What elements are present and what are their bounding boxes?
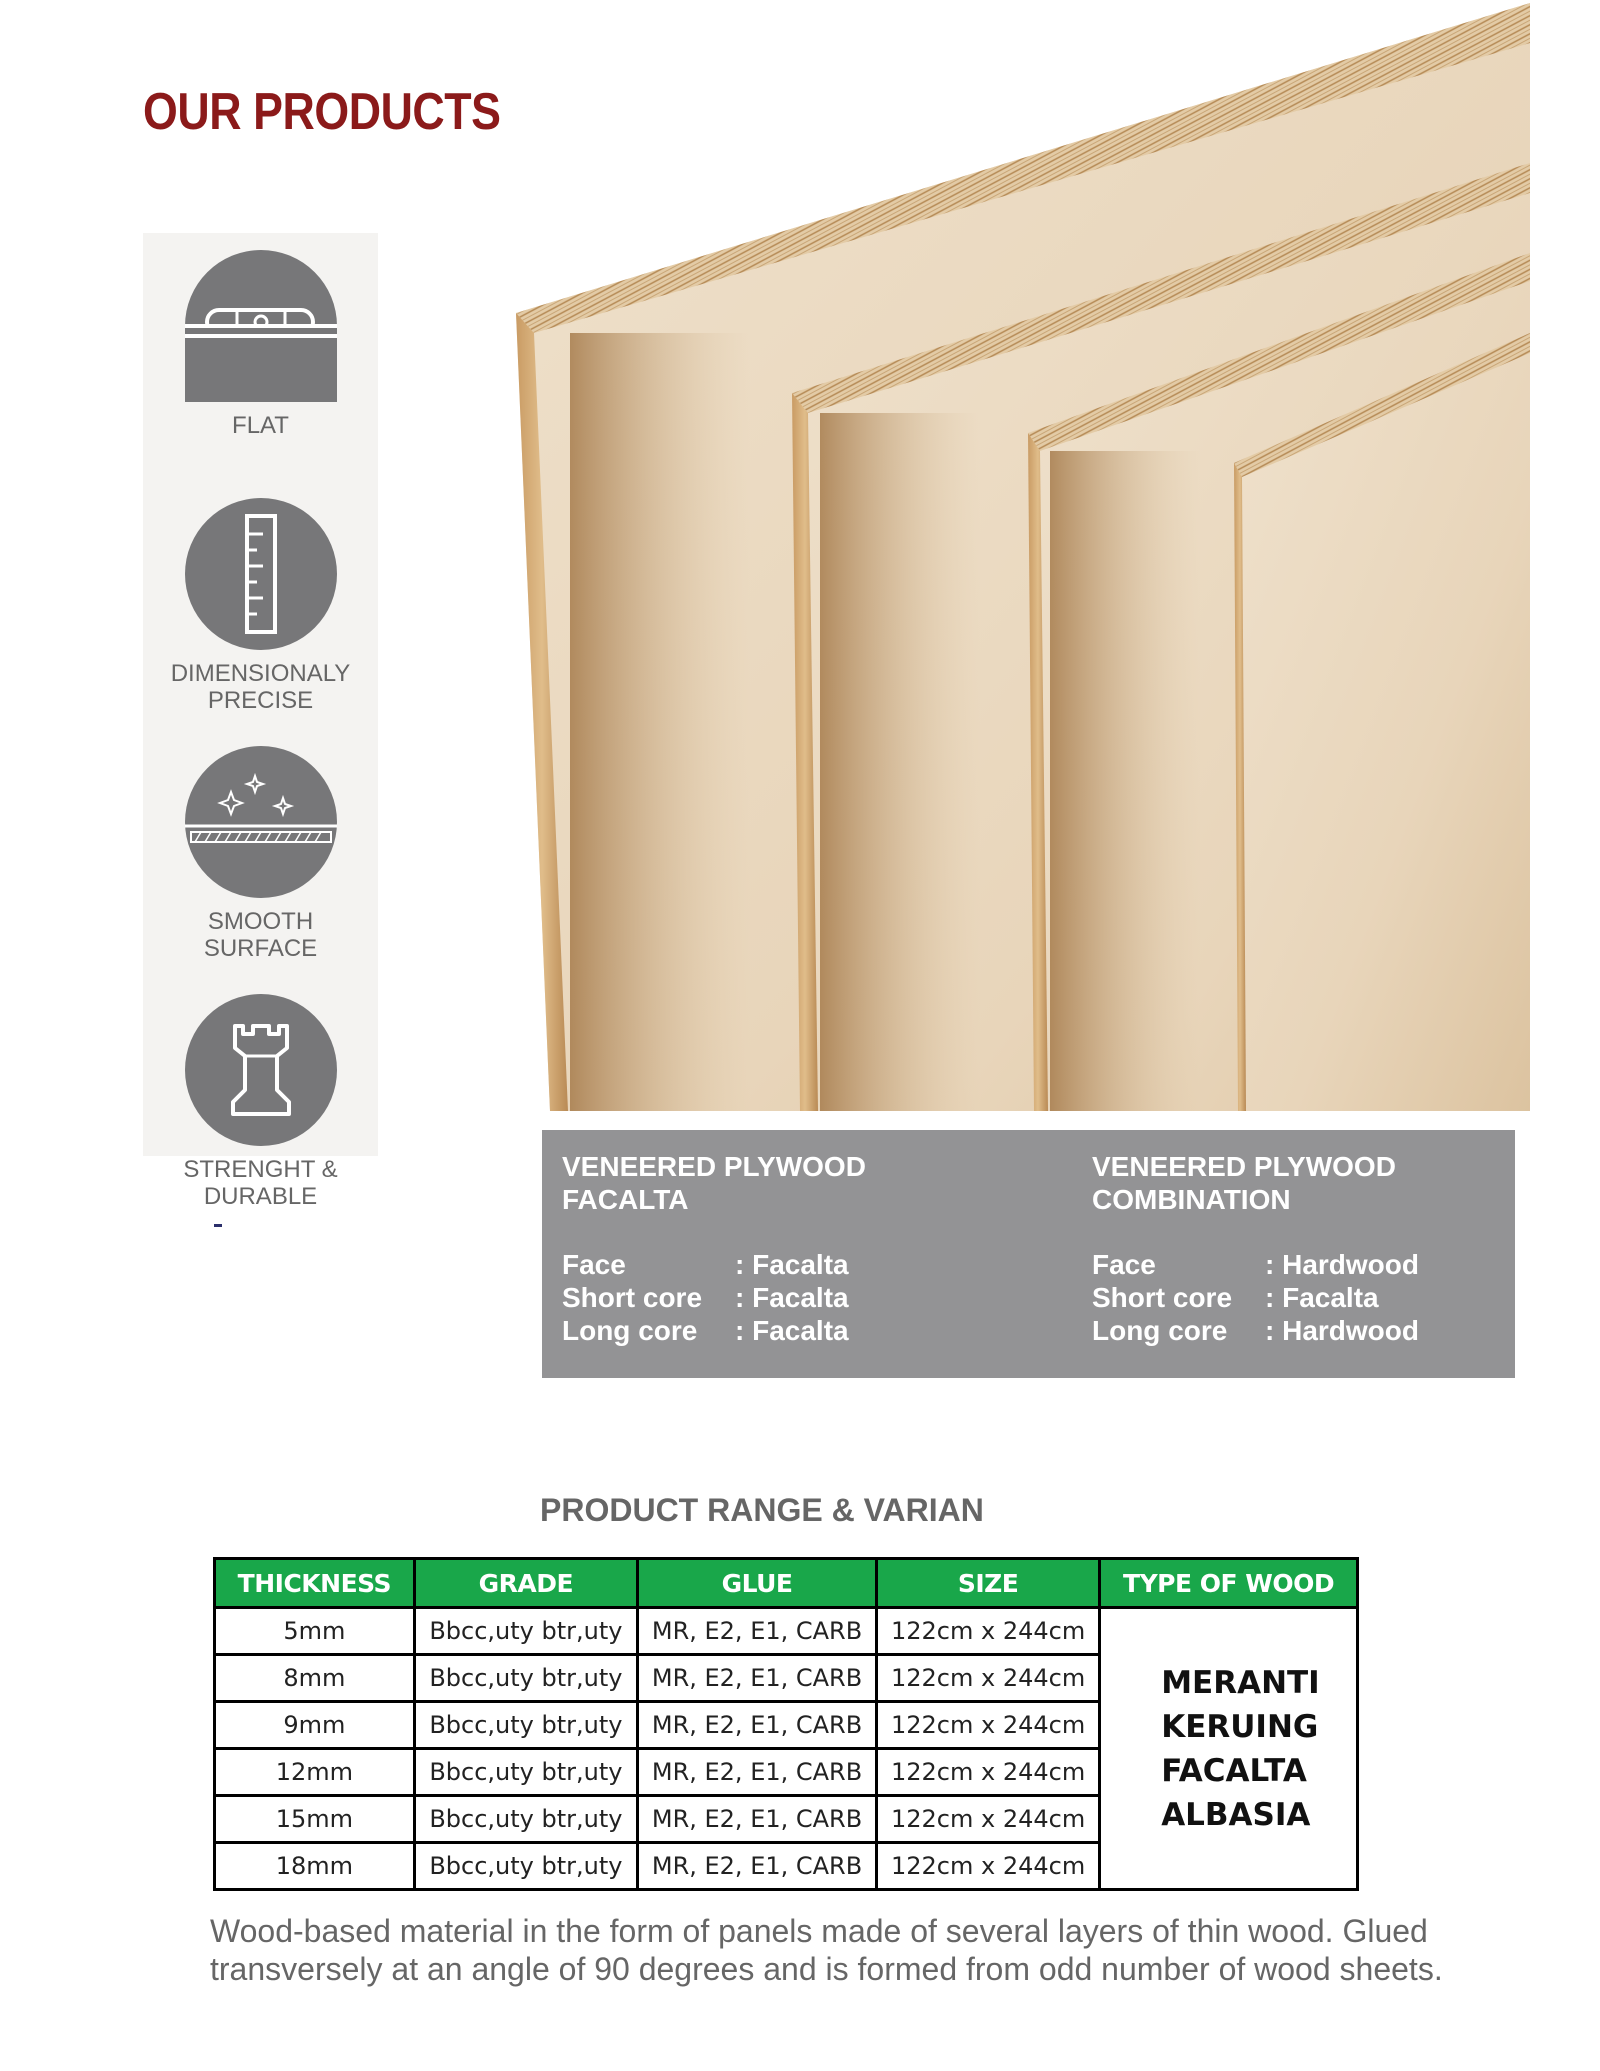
cell-size: 122cm x 244cm [877,1749,1100,1796]
wood-type: FACALTA [1161,1752,1307,1789]
table-header-row [215,1559,1358,1608]
cell-size: 122cm x 244cm [877,1702,1100,1749]
product-name: VENEERED PLYWOOD COMBINATION [1092,1151,1396,1215]
header-type-of-wood: TYPE OF WOOD [1100,1559,1358,1608]
product-description: Wood-based material in the form of panels made of several layers of thin wood. Glued transversely at an angle of 90 degrees and is formed from odd number of wood sheets. [210,1913,1443,1987]
cell-glue: MR, E2, E1, CARB [638,1796,877,1843]
feature-durable [143,994,378,1210]
feature-precise [143,498,378,714]
cell-thickness: 9mm [215,1702,415,1749]
dash-mark [214,1224,222,1227]
cell-glue: MR, E2, E1, CARB [638,1608,877,1655]
cell-glue: MR, E2, E1, CARB [638,1702,877,1749]
header-glue: GLUE [638,1559,877,1608]
table-row [215,1608,1358,1655]
spec-row: Face : Hardwood [1092,1249,1419,1280]
header-grade: GRADE [414,1559,637,1608]
wood-type: MERANTI [1161,1664,1320,1701]
cell-size: 122cm x 244cm [877,1843,1100,1890]
cell-thickness: 12mm [215,1749,415,1796]
feature-label: FLAT [232,412,289,439]
product-facalta [562,1150,1002,1347]
feature-label: DIMENSIONALY PRECISE [170,660,351,714]
ruler-icon [185,498,337,650]
cell-size: 122cm x 244cm [877,1608,1100,1655]
tower-icon [185,994,337,1146]
spec-row: Face : Facalta [562,1249,849,1280]
feature-smooth [143,746,378,962]
plywood-photo [510,3,1530,1111]
spec-row: Short core : Facalta [562,1282,849,1313]
header-thickness: THICKNESS [215,1559,415,1608]
spec-row: Long core : Hardwood [1092,1315,1419,1346]
product-range-table [213,1557,1359,1891]
wood-type: ALBASIA [1161,1796,1311,1833]
cell-thickness: 8mm [215,1655,415,1702]
page-title: OUR PRODUCTS [143,83,501,141]
product-combination [1092,1150,1532,1347]
cell-thickness: 18mm [215,1843,415,1890]
cell-glue: MR, E2, E1, CARB [638,1655,877,1702]
feature-label: STRENGHT & DURABLE [183,1156,338,1210]
feature-label: SMOOTH SURFACE [203,908,318,962]
spec-row: Long core : Facalta [562,1315,849,1346]
feature-flat [143,250,378,439]
sparkle-surface-icon [185,746,337,898]
cell-glue: MR, E2, E1, CARB [638,1843,877,1890]
cell-grade: Bbcc,uty btr,uty [414,1608,637,1655]
range-title: PRODUCT RANGE & VARIAN [540,1492,984,1528]
cell-size: 122cm x 244cm [877,1655,1100,1702]
cell-grade: Bbcc,uty btr,uty [414,1796,637,1843]
header-size: SIZE [877,1559,1100,1608]
cell-grade: Bbcc,uty btr,uty [414,1749,637,1796]
cell-size: 122cm x 244cm [877,1796,1100,1843]
cell-glue: MR, E2, E1, CARB [638,1749,877,1796]
product-name: VENEERED PLYWOOD FACALTA [562,1151,866,1215]
cell-grade: Bbcc,uty btr,uty [414,1843,637,1890]
wood-type: KERUING [1161,1708,1319,1745]
product-spec-box [542,1130,1515,1378]
cell-grade: Bbcc,uty btr,uty [414,1655,637,1702]
cell-thickness: 15mm [215,1796,415,1843]
cell-grade: Bbcc,uty btr,uty [414,1702,637,1749]
level-icon [185,250,337,402]
cell-thickness: 5mm [215,1608,415,1655]
cell-type-of-wood [1100,1608,1358,1890]
spec-row: Short core : Facalta [1092,1282,1379,1313]
